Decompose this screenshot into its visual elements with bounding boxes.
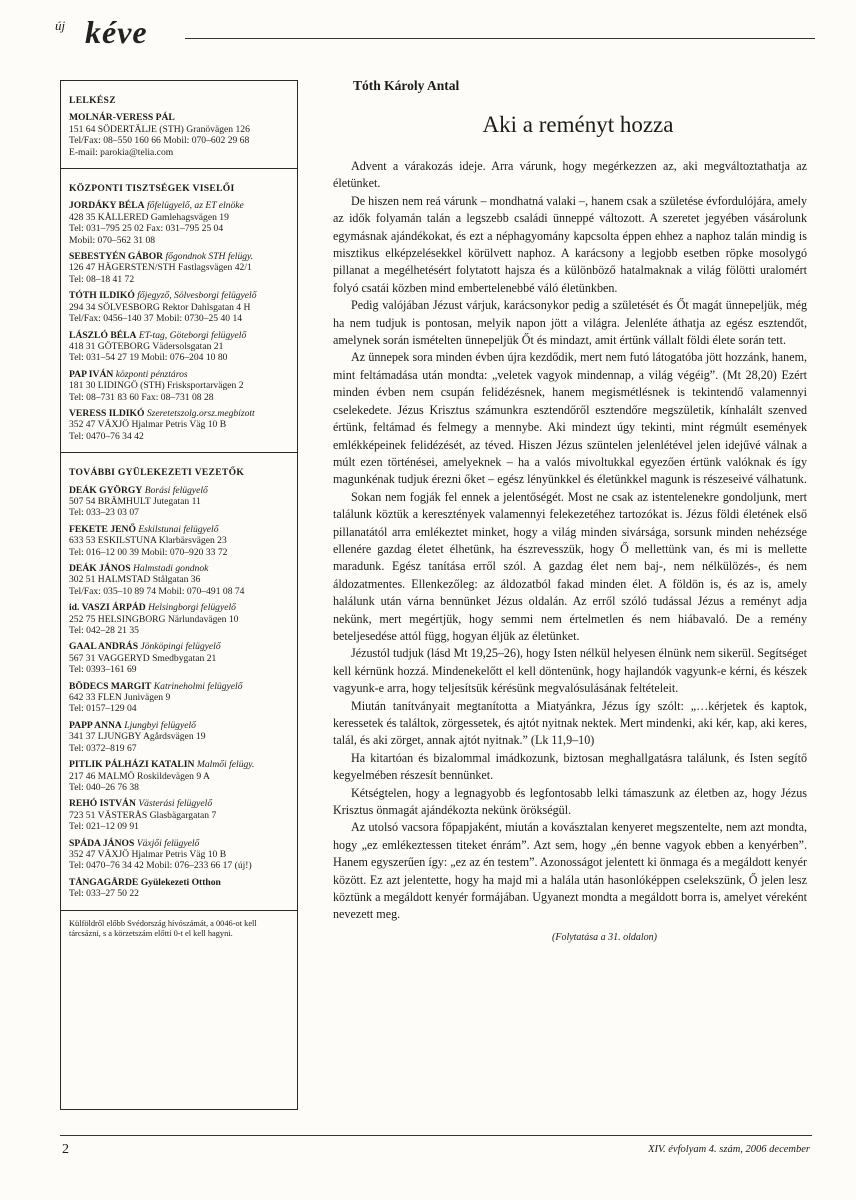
contact-role: Malmői felügy. (196, 759, 255, 771)
contact-entry (69, 877, 290, 900)
masthead (55, 14, 815, 54)
contact-name: SEBESTYÉN GÁBOR (69, 251, 164, 263)
other-leaders-section (61, 453, 297, 910)
contact-name: DEÁK JÁNOS (69, 563, 131, 574)
contact-line: 181 30 LIDINGÖ (STH) Frisksportarvägen 2 (69, 380, 244, 392)
contact-role: főgondnok STH felügy. (165, 251, 254, 263)
contact-entry (69, 798, 290, 832)
contact-line: Tel: 042–28 21 35 (69, 625, 139, 637)
issue-info: XIV. évfolyam 4. szám, 2006 december (648, 1144, 810, 1155)
article-paragraph: Pedig valójában Jézust várjuk, karácsonykor pedig a születését és Őt magát ünnepeljük, még ha nem tudjuk is pontosan, melyik napon jött a világra. Jelenléte áthatja az egész esztendőt, amelynek során ismételten ünnepeljük Őt és mindazt, amit értünk vállalt földi élete során tett. (333, 298, 807, 348)
contact-line: Tel: 08–731 83 60 Fax: 08–731 08 28 (69, 391, 214, 403)
contact-line: Tel: 021–12 09 91 (69, 821, 139, 833)
contact-line: 428 35 KÅLLERED Gamlehagsvägen 19 (69, 211, 229, 223)
contact-name: TÅNGAGÅRDE Gyülekezeti Otthon (69, 876, 221, 888)
contact-line: 302 51 HALMSTAD Stålgatan 36 (69, 574, 201, 586)
article-paragraph: Miután tanítványait megtanította a Miatyánkra, Jézus így szólt: „…kérjetek és kaptok, keressetek és találtok, zörgessetek, és ajtót nyitnak nektek. Mert mindenki, aki kér, kap, aki keres, talál, és aki zörget, annak ajtót nyitnak.” (Lk 11,9–10) (333, 698, 807, 748)
contact-line: Tel: 016–12 00 39 Mobil: 070–920 33 72 (69, 546, 228, 558)
article-body (333, 158, 807, 924)
contact-name: REHÓ ISTVÁN (69, 798, 136, 810)
pastor-email[interactable]: E-mail: parokia@telia.com (69, 146, 174, 158)
contact-name: TÓTH ILDIKÓ (69, 290, 135, 302)
contact-entry (69, 330, 290, 364)
contact-line: 352 47 VÄXJÖ Hjalmar Petris Väg 10 B (69, 848, 227, 860)
contact-line: 217 46 MALMÖ Roskildevägen 9 A (69, 770, 210, 782)
article-paragraph: Az ünnepek sora minden évben újra kezdődik, mert nem futó látogatóba jött hozzánk, hanem, mint feltámadása után mondta: „veletek vagyok mindennap, a világ végéig”. (Mt 28,20) Ezért minden évben nem csupán felidézésnek, hanem megismétlésnek is tekintendő valamennyi cselekedete. Jézus Krisztus számunkra esztendőről esztendőre megszületik, kínhalált szenved értünk, feltámad és felmegy a mennybe. Aki mindezt úgy tekinti, mint régmúlt események emlékképeinek felidézését, az téved. Hiszen Jézus szüntelen jelenlétével jelen idejűvé válnak a múlt ezen történései, amelyeknek – ha a valós mivoltukkal egyezően értünk valóknak és így magunkénak tudjuk érezni őket – egész lényünkkel és életünkkel magunk is részeseivé válhatunk. (333, 350, 807, 487)
contact-name: PAPP ANNA (69, 719, 122, 731)
contact-entry (69, 759, 290, 793)
contact-name: JORDÁKY BÉLA (69, 200, 145, 212)
contact-role: Västerási felügyelő (138, 798, 213, 810)
article-paragraph: Kétségtelen, hogy a legnagyobb és legfontosabb lelki támaszunk az életben az, hogy Jézus Krisztus önmagát ajándékozta nekünk örökségül. (333, 785, 807, 818)
article-paragraph: De hiszen nem reá várunk – mondhatná valaki –, hanem csak a születése évfordulójára, amely az idők folyamán talán a legszebb családi ünneppé változott. A szeretet jegyében vásárolunk egymásnak ajándékokat, és ezt a néphagyomány kapcsolta éppen ehhez a naphoz talán mindig is misztikus elképzelésekkel körülvett naphoz. A karácsony a legjobb esetben röpke mosolygó pillanat a megélhetésért folytatott hajsza és a különböző hatalmaknak a világ fölötti uralomért folyó csatái közben mind embertelenebbé váló életünkben. (333, 193, 807, 295)
contact-line: 633 53 ESKILSTUNA Klarbärsvägen 23 (69, 535, 227, 547)
contact-line: 126 47 HÄGERSTEN/STH Fastlagsvägen 42/1 (69, 262, 252, 274)
contact-name: FEKETE JENŐ (69, 523, 136, 535)
contact-entry (69, 838, 290, 872)
contact-entry (69, 641, 290, 675)
contact-line: Tel: 040–26 76 38 (69, 781, 139, 793)
contact-line: 507 54 BRÄMHULT Jutegatan 11 (69, 495, 201, 507)
contact-entry (69, 524, 290, 558)
pastor-line: Tel/Fax: 08–550 160 66 Mobil: 070–602 29 68 (69, 135, 250, 147)
contact-line: Tel/Fax: 0456–140 37 Mobil: 0730–25 40 14 (69, 313, 243, 325)
pastor-name: MOLNÁR-VERESS PÁL (69, 112, 175, 124)
other-heading: TOVÁBBI GYÜLEKEZETI VEZETŐK (69, 467, 245, 479)
article-title: Aki a reményt hozza (482, 112, 674, 137)
contact-entry (69, 369, 290, 403)
contact-line: Tel: 0372–819 67 (69, 742, 137, 754)
contact-name: DEÁK GYÖRGY (69, 484, 143, 496)
contact-line: Tel: 0470–76 34 42 (69, 430, 144, 442)
contact-name: VERESS ILDIKÓ (69, 407, 145, 419)
page-number: 2 (62, 1142, 69, 1157)
contact-line: Tel: 031–54 27 19 Mobil: 076–204 10 80 (69, 352, 228, 364)
pastor-line: 151 64 SÖDERTÄLJE (STH) Granövägen 126 (69, 123, 250, 135)
contact-role: központi pénztáros (115, 368, 188, 380)
central-officers-list (69, 200, 290, 442)
contact-entry (69, 408, 290, 442)
contact-role: Szeretetszolg.orsz.megbízott (146, 407, 255, 419)
contact-entry (69, 485, 290, 519)
contact-line: Tel: 0470–76 34 42 Mobil: 076–233 66 17 (új!) (69, 860, 252, 872)
contact-name: GAAL ANDRÁS (69, 641, 139, 653)
contact-line: Tel: 031–795 25 02 Fax: 031–795 25 04 (69, 223, 224, 235)
contact-entry (69, 563, 290, 597)
contact-line: 418 31 GÖTEBORG Vädersolsgatan 21 (69, 340, 224, 352)
article-paragraph: Az utolsó vacsora főpapjaként, miután a kovásztalan kenyeret megszentelte, nem azt mondta, hogy „ez emlékeztessen titeket énrám”. Azt sem, hogy „én benne vagyok ebben a kenyérben”. Hanem egyszerűen így: „ez az én testem”. Azonosságot jelentett ki önmaga és a megáldott kenyér között. Ez azt jelentette, hogy ha majd mi a halála után hasonlóképpen cselekszünk, Ő jelen lesz köztünk a megáldott kenyér formájában. Ugyanezt mondta a megáldott borra is, amelyet véreként nevezett meg. (333, 820, 807, 922)
contact-role: Helsingborgi felügyelő (148, 602, 236, 614)
contact-entry (69, 290, 290, 324)
contact-line: Tel: 033–27 50 22 (69, 888, 139, 900)
dialing-note: Külföldről előbb Svédország hívószámát, a 0046-ot kell tárcsázni, s a körzetszám előtti 0-t el kell hagyni. (69, 918, 257, 939)
continuation-note: (Folytatása a 31. oldalon) (552, 931, 657, 943)
article (333, 78, 807, 943)
contact-line: Tel: 0393–161 69 (69, 664, 137, 676)
central-officers-section (61, 169, 297, 453)
contact-name: LÁSZLÓ BÉLA (69, 329, 137, 341)
contact-line: 352 47 VÄXJÖ Hjalmar Petris Väg 10 B (69, 419, 227, 431)
contact-role: Jönköpingi felügyelő (140, 641, 221, 653)
central-heading: KÖZPONTI TISZTSÉGEK VISELŐI (69, 183, 235, 195)
page-footer (60, 1135, 812, 1157)
contact-role: Ljungbyi felügyelő (124, 719, 196, 731)
contact-line: Tel/Fax: 035–10 89 74 Mobil: 070–491 08 74 (69, 585, 245, 597)
contact-line: 341 37 LJUNGBY Agårdsvägen 19 (69, 731, 206, 743)
contact-line: Tel: 033–23 03 07 (69, 507, 139, 519)
contact-entry (69, 720, 290, 754)
contact-line: 567 31 VAGGERYD Smedbygatan 21 (69, 652, 217, 664)
contact-line: Tel: 08–18 41 72 (69, 273, 135, 285)
contact-line: 252 75 HELSINGBORG Närlundavägen 10 (69, 613, 239, 625)
contact-entry (69, 251, 290, 285)
contact-name: PITLIK PÁLHÁZI KATALIN (69, 759, 195, 771)
contact-role: főfelügyelő, az ET elnöke (147, 200, 244, 212)
contact-name: SPÁDA JÁNOS (69, 837, 135, 849)
contact-role: Katrineholmi felügyelő (153, 680, 243, 692)
pastor-entry (69, 112, 290, 158)
contact-role: Växjői felügyelő (136, 837, 200, 849)
contact-line: 294 34 SÖLVESBORG Rektor Dahlsgatan 4 H (69, 301, 251, 313)
contact-line: Tel: 0157–129 04 (69, 703, 137, 715)
contacts-sidebar (60, 80, 298, 1110)
pastor-heading: LELKÉSZ (69, 95, 116, 106)
article-paragraph: Ha kitartóan és bizalommal imádkozunk, biztosan meghallgatásra találunk, és Isten segítő kegyelmében részesít bennünket. (333, 750, 807, 783)
article-paragraph: Sokan nem fogják fel ennek a jelentőségét. Most ne csak az istentelenekre gondoljunk, mert találunk köztük a keresztények valamennyi felekezetéhez tartozókat is. Jézus földi életének első pillanatától arra emlékeztet minket, hogy a világ minden sivársága, sorsunk minden nehézsége ellenére gazdag életet élhetünk, ha észrevesszük, hogy Ő mellettünk van, és mi is mellette maradunk. Egész tanítása erről szól. A gazdag élet nem baj-, nem nélkülözés-, és nem áldozatmentes. Ellenkezőleg: az áldozatból fakad minden élet. A földön is, és az is, amely halálunk után várna bennünket Jézus oldalán. Az erről szóló tudással Jézus a reményt adja nekünk, mert megértjük, hogy semmi nem értelmetlen és nem hiábavaló. De a remény beteljesedése attól függ, hogyan éljük az életünket. (333, 489, 807, 643)
contact-entry (69, 200, 290, 246)
contact-entry (69, 681, 290, 715)
contact-role: Eskilstunai felügyelő (138, 523, 219, 535)
article-author: Tóth Károly Antal (353, 78, 460, 93)
contact-role: Halmstadi gondnok (132, 563, 209, 574)
contact-name: PAP IVÁN (69, 368, 114, 380)
contact-line: 723 51 VÄSTERÅS Glasbägargatan 7 (69, 809, 217, 821)
masthead-prefix: új (55, 18, 66, 33)
pastor-section (61, 81, 297, 169)
contact-line: Mobil: 070–562 31 08 (69, 234, 156, 246)
contact-name: id. VASZI ÁRPÁD (69, 602, 146, 614)
article-paragraph: Advent a várakozás ideje. Arra várunk, hogy megérkezzen az, aki megváltoztathatja az életünket. (333, 159, 807, 191)
contact-role: ET-tag, Göteborgi felügyelő (138, 329, 247, 341)
contact-role: főjegyző, Sölvesborgi felügyelő (137, 290, 257, 302)
contact-entry (69, 602, 290, 636)
contact-role: Borási felügyelő (144, 484, 208, 496)
contact-name: BÖDECS MARGIT (69, 680, 152, 692)
masthead-rule (185, 38, 815, 39)
masthead-title: kéve (85, 14, 148, 50)
contact-line: 642 33 FLEN Junivägen 9 (69, 692, 171, 704)
other-leaders-list (69, 485, 290, 900)
article-paragraph: Jézustól tudjuk (lásd Mt 19,25–26), hogy Isten nélkül helyesen élnünk nem sikerül. Segítséget kell kérnünk hozzá. Mindenekelőtt el kell döntenünk, hogy hajlandók vagyunk-e kérni, és készek vagyunk-e arra, hogy teljesítsük kérésünk megvalósulásának feltételeit. (333, 646, 807, 696)
